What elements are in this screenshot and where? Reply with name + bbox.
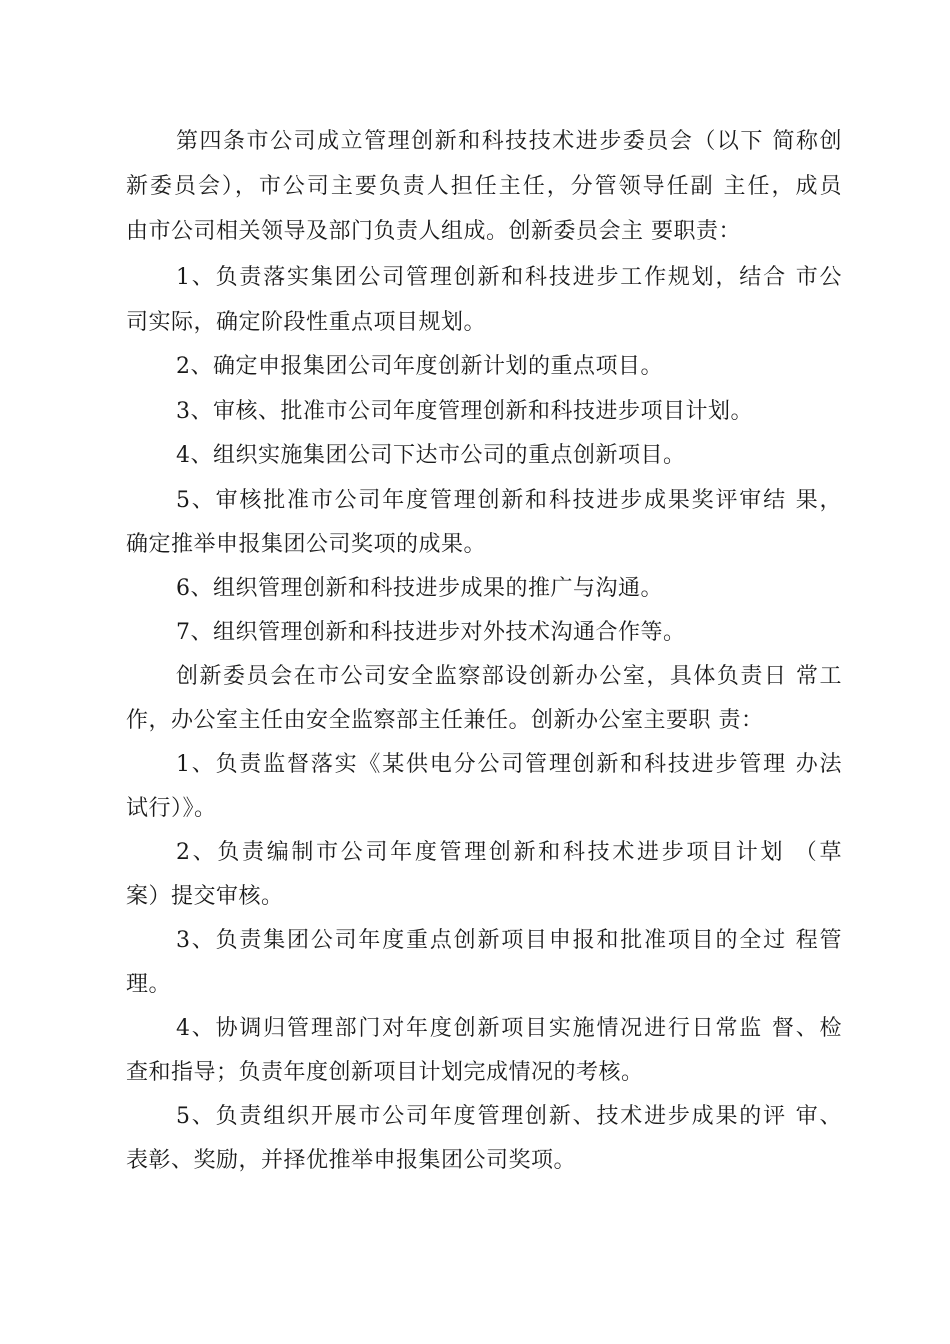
paragraph-line: 3、负责集团公司年度重点创新项目申报和批准项目的全过 程管 <box>176 928 842 953</box>
paragraph-line: 试行）》。 <box>126 796 217 821</box>
paragraph-line: 新委员会），市公司主要负责人担任主任，分管领导任副 主任，成员 <box>126 174 842 199</box>
paragraph-line: 6、组织管理创新和科技进步成果的推广与沟通。 <box>176 576 663 601</box>
paragraph-line: 7、组织管理创新和科技进步对外技术沟通合作等。 <box>176 620 686 645</box>
paragraph-line: 第四条市公司成立管理创新和科技技术进步委员会（以下 简称创 <box>176 129 842 154</box>
paragraph-line: 4、组织实施集团公司下达市公司的重点创新项目。 <box>176 443 686 468</box>
paragraph-line: 2、负责编制市公司年度管理创新和科技术进步项目计划 （草 <box>176 840 842 865</box>
paragraph-line: 司实际，确定阶段性重点项目规划。 <box>126 310 487 335</box>
paragraph-line: 5、审核批准市公司年度管理创新和科技进步成果奖评审结 果， <box>176 488 842 513</box>
paragraph-line: 1、负责监督落实《某供电分公司管理创新和科技进步管理 办法 <box>176 752 842 777</box>
paragraph-line: 1、负责落实集团公司管理创新和科技进步工作规划，结合 市公 <box>176 265 842 290</box>
paragraph-line: 创新委员会在市公司安全监察部设创新办公室，具体负责日 常工 <box>176 664 842 689</box>
paragraph-line: 案）提交审核。 <box>126 884 284 909</box>
paragraph-line: 查和指导；负责年度创新项目计划完成情况的考核。 <box>126 1060 644 1085</box>
paragraph-line: 表彰、奖励，并择优推举申报集团公司奖项。 <box>126 1148 577 1173</box>
paragraph-line: 作，办公室主任由安全监察部主任兼任。创新办公室主要职 责： <box>126 708 764 733</box>
paragraph-line: 确定推举申报集团公司奖项的成果。 <box>126 532 487 557</box>
paragraph-line: 5、负责组织开展市公司年度管理创新、技术进步成果的评 审、 <box>176 1104 842 1129</box>
paragraph-line: 由市公司相关领导及部门负责人组成。创新委员会主 要职责： <box>126 219 741 244</box>
paragraph-line: 理。 <box>126 972 172 997</box>
paragraph-line: 4、协调归管理部门对年度创新项目实施情况进行日常监 督、检 <box>176 1016 842 1041</box>
paragraph-line: 3、审核、批准市公司年度管理创新和科技进步项目计划。 <box>176 399 753 424</box>
paragraph-line: 2、确定申报集团公司年度创新计划的重点项目。 <box>176 354 663 379</box>
